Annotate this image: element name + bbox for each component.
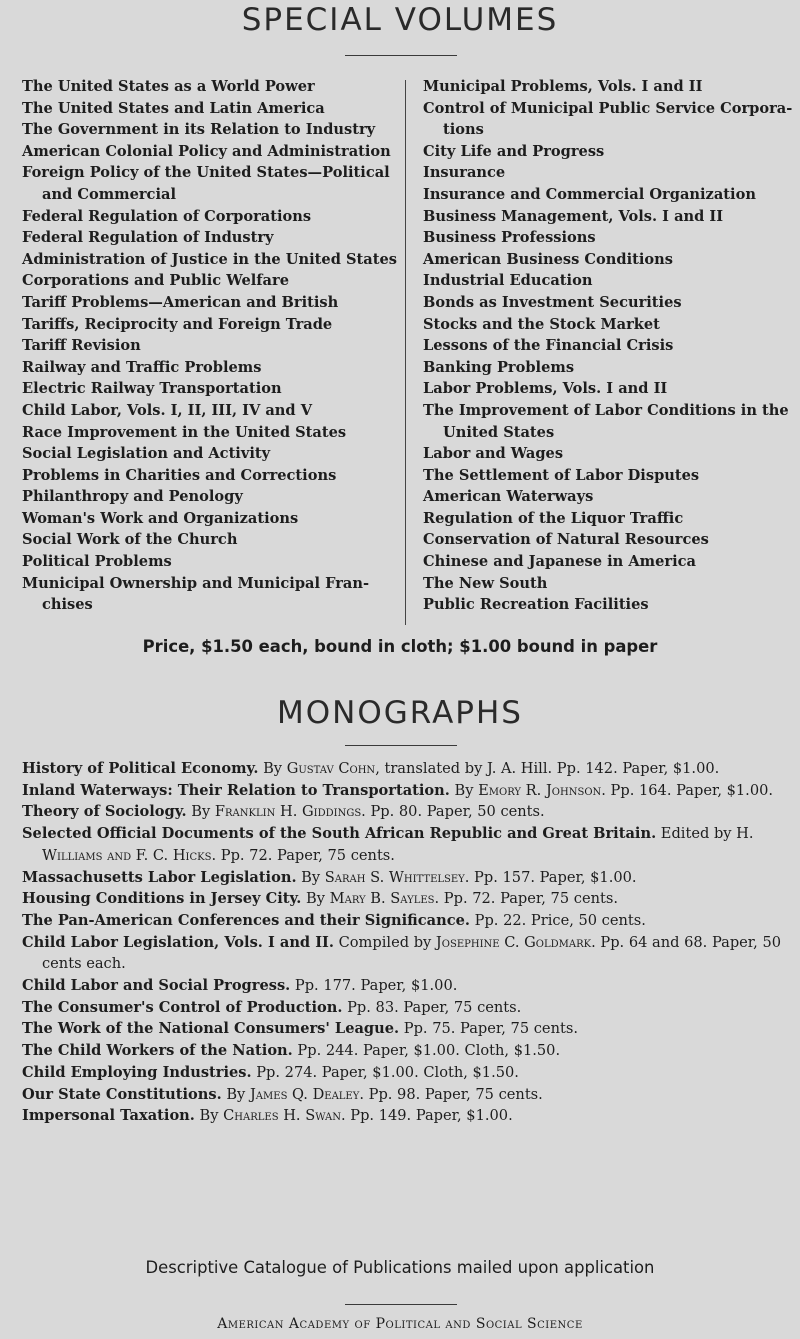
monograph-title: Inland Waterways: Their Relation to Transportation. (22, 781, 450, 799)
monograph-by: Compiled by (338, 933, 432, 951)
monograph-entry (22, 823, 792, 866)
special-volume-item: Industrial Education (423, 272, 593, 290)
monograph-title: The Child Workers of the Nation. (22, 1042, 293, 1060)
special-volume-item: Regulation of the Liquor Traffic (423, 509, 684, 527)
monograph-entry (22, 758, 792, 780)
monograph-title: Housing Conditions in Jersey City. (22, 890, 302, 908)
special-volume-item: The United States and Latin America (22, 99, 325, 117)
monograph-entry (22, 1084, 792, 1106)
monograph-entry (22, 801, 792, 823)
monograph-entry (22, 1018, 792, 1040)
monograph-details: , translated by J. A. Hill. Pp. 142. Paper, $1.00. (375, 760, 720, 777)
special-volume-item: Stocks and the Stock Market (423, 315, 660, 333)
monograph-details: . Pp. 149. Paper, $1.00. (340, 1107, 513, 1125)
special-volume-item: Insurance and Commercial Organization (423, 185, 756, 203)
special-volume-item: Public Recreation Facilities (423, 596, 649, 614)
monograph-entry (22, 975, 792, 997)
special-volume-item: Railway and Traffic Problems (22, 358, 262, 376)
heading-rule (345, 745, 457, 746)
monograph-title: The Work of the National Consumers' League. (22, 1020, 400, 1038)
special-volume-item: Tariff Problems—American and British (22, 293, 339, 311)
special-volume-item: Banking Problems (423, 358, 575, 376)
monograph-title: The Pan-American Conferences and their Significance. (22, 911, 470, 929)
monograph-by: By (454, 781, 474, 799)
special-volume-item: Corporations and Public Welfare (22, 272, 289, 290)
heading-rule (345, 55, 457, 56)
special-volume-item: The Settlement of Labor Disputes (423, 466, 700, 484)
monograph-details: Pp. 244. Paper, $1.00. Cloth, $1.50. (297, 1042, 561, 1060)
monograph-details: Pp. 177. Paper, $1.00. (294, 977, 458, 995)
special-volumes-left-column (22, 76, 400, 616)
monograph-details: Pp. 75. Paper, 75 cents. (403, 1020, 578, 1038)
special-volume-item: Business Professions (423, 229, 596, 247)
special-volume-item: Chinese and Japanese in America (423, 553, 696, 571)
monograph-title: Our State Constitutions. (22, 1085, 222, 1103)
monograph-author: James Q. Dealey (249, 1085, 360, 1103)
monograph-details: . Pp. 72. Paper, 75 cents. (211, 846, 395, 864)
monograph-author: H. Williams and F. C. Hicks (42, 825, 754, 864)
monograph-title: The Consumer's Control of Production. (22, 998, 343, 1016)
monograph-entry (22, 910, 792, 932)
monograph-by: By (226, 1085, 246, 1103)
special-volume-item: American Waterways (423, 488, 594, 506)
monograph-author: Gustav Cohn (286, 760, 376, 777)
monograph-entry (22, 997, 792, 1019)
publisher-footer: American Academy of Political and Social Science (217, 1316, 583, 1332)
monograph-entry (22, 1105, 792, 1127)
special-volume-item: Administration of Justice in the United States (22, 250, 397, 268)
column-divider (405, 80, 406, 625)
monograph-title: Child Labor and Social Progress. (22, 977, 291, 995)
special-volume-item: Insurance (423, 164, 506, 182)
monograph-by: By (199, 1107, 219, 1125)
special-volume-item: Philanthropy and Penology (22, 488, 243, 506)
monograph-details: Pp. 83. Paper, 75 cents. (347, 998, 522, 1016)
monograph-title: History of Political Economy. (22, 760, 259, 777)
special-volume-item: Foreign Policy of the United States—Political and Commercial (22, 164, 390, 203)
price-note: Price, $1.50 each, bound in cloth; $1.00 bound in paper (142, 637, 658, 656)
special-volume-item: The Improvement of Labor Conditions in the United States (423, 401, 789, 441)
monograph-details: Pp. 22. Price, 50 cents. (474, 911, 646, 929)
monograph-author: Emory R. Johnson (478, 781, 602, 799)
monograph-title: Theory of Sociology. (22, 803, 187, 821)
special-volume-item: Bonds as Investment Securities (423, 293, 682, 311)
monograph-details: . Pp. 64 and 68. Paper, 50 cents each. (42, 933, 782, 973)
special-volume-item: Social Work of the Church (22, 531, 238, 549)
special-volume-item: The United States as a World Power (22, 78, 315, 95)
monograph-details: . Pp. 98. Paper, 75 cents. (359, 1085, 543, 1103)
special-volume-item: Business Management, Vols. I and II (423, 207, 724, 225)
monograph-author: Mary B. Sayles (329, 890, 435, 908)
monograph-entry (22, 932, 792, 975)
special-volume-item: American Business Conditions (423, 250, 673, 268)
special-volume-item: Federal Regulation of Industry (22, 229, 274, 247)
special-volume-item: American Colonial Policy and Administration (22, 142, 391, 160)
special-volume-item: Woman's Work and Organizations (22, 509, 299, 527)
monograph-details: . Pp. 164. Paper, $1.00. (601, 781, 774, 799)
footer-rule (345, 1304, 457, 1305)
special-volume-item: Child Labor, Vols. I, II, III, IV and V (22, 401, 313, 419)
monograph-by: By (306, 890, 326, 908)
special-volume-item: Race Improvement in the United States (22, 423, 347, 441)
monographs-heading: MONOGRAPHS (277, 695, 523, 731)
monograph-by: By (301, 868, 321, 886)
special-volume-item: Labor Problems, Vols. I and II (423, 380, 668, 398)
special-volumes-right-column (423, 76, 798, 616)
monograph-author: Josephine C. Goldmark (435, 933, 592, 951)
monograph-details: . Pp. 80. Paper, 50 cents. (361, 803, 545, 821)
special-volume-item: Lessons of the Financial Crisis (423, 337, 674, 355)
special-volume-item: Conservation of Natural Resources (423, 531, 709, 549)
monograph-entry (22, 867, 792, 889)
special-volume-item: Tariff Revision (22, 337, 141, 355)
monograph-author: Sarah S. Whittelsey (324, 868, 465, 886)
monograph-entry (22, 1062, 792, 1084)
monograph-title: Child Labor Legislation, Vols. I and II. (22, 933, 334, 951)
special-volume-item: The Government in its Relation to Industry (22, 121, 376, 139)
monographs-list (22, 758, 792, 1127)
monograph-by: Edited by (660, 825, 732, 843)
monograph-author: Charles H. Swan (223, 1107, 341, 1125)
special-volume-item: The New South (423, 574, 548, 592)
monograph-title: Selected Official Documents of the South African Republic and Great Britain. (22, 825, 657, 843)
monograph-entry (22, 780, 792, 802)
special-volume-item: Electric Railway Transportation (22, 380, 282, 398)
catalogue-note: Descriptive Catalogue of Publications mailed upon application (145, 1258, 655, 1277)
special-volume-item: Municipal Ownership and Municipal Fran- chises (22, 574, 370, 614)
special-volume-item: Tariffs, Reciprocity and Foreign Trade (22, 315, 333, 333)
monograph-details: Pp. 274. Paper, $1.00. Cloth, $1.50. (256, 1063, 519, 1081)
special-volumes-heading: SPECIAL VOLUMES (241, 2, 559, 38)
special-volume-item: Labor and Wages (423, 445, 564, 463)
monograph-entry (22, 888, 792, 910)
monograph-by: By (263, 760, 283, 777)
special-volume-item: Political Problems (22, 553, 172, 571)
special-volume-item: Problems in Charities and Corrections (22, 466, 337, 484)
monograph-author: Franklin H. Giddings (214, 803, 362, 821)
special-volume-item: City Life and Progress (423, 142, 605, 160)
monograph-details: . Pp. 72. Paper, 75 cents. (434, 890, 618, 908)
monograph-entry (22, 1040, 792, 1062)
monograph-by: By (191, 803, 211, 821)
special-volume-item: Control of Municipal Public Service Corpora- tions (423, 99, 793, 139)
monograph-title: Child Employing Industries. (22, 1063, 252, 1081)
special-volume-item: Federal Regulation of Corporations (22, 207, 312, 225)
special-volume-item: Municipal Problems, Vols. I and II (423, 78, 703, 95)
monograph-title: Impersonal Taxation. (22, 1107, 195, 1125)
monograph-title: Massachusetts Labor Legislation. (22, 868, 297, 886)
special-volume-item: Social Legislation and Activity (22, 445, 271, 463)
monograph-details: . Pp. 157. Paper, $1.00. (464, 868, 637, 886)
